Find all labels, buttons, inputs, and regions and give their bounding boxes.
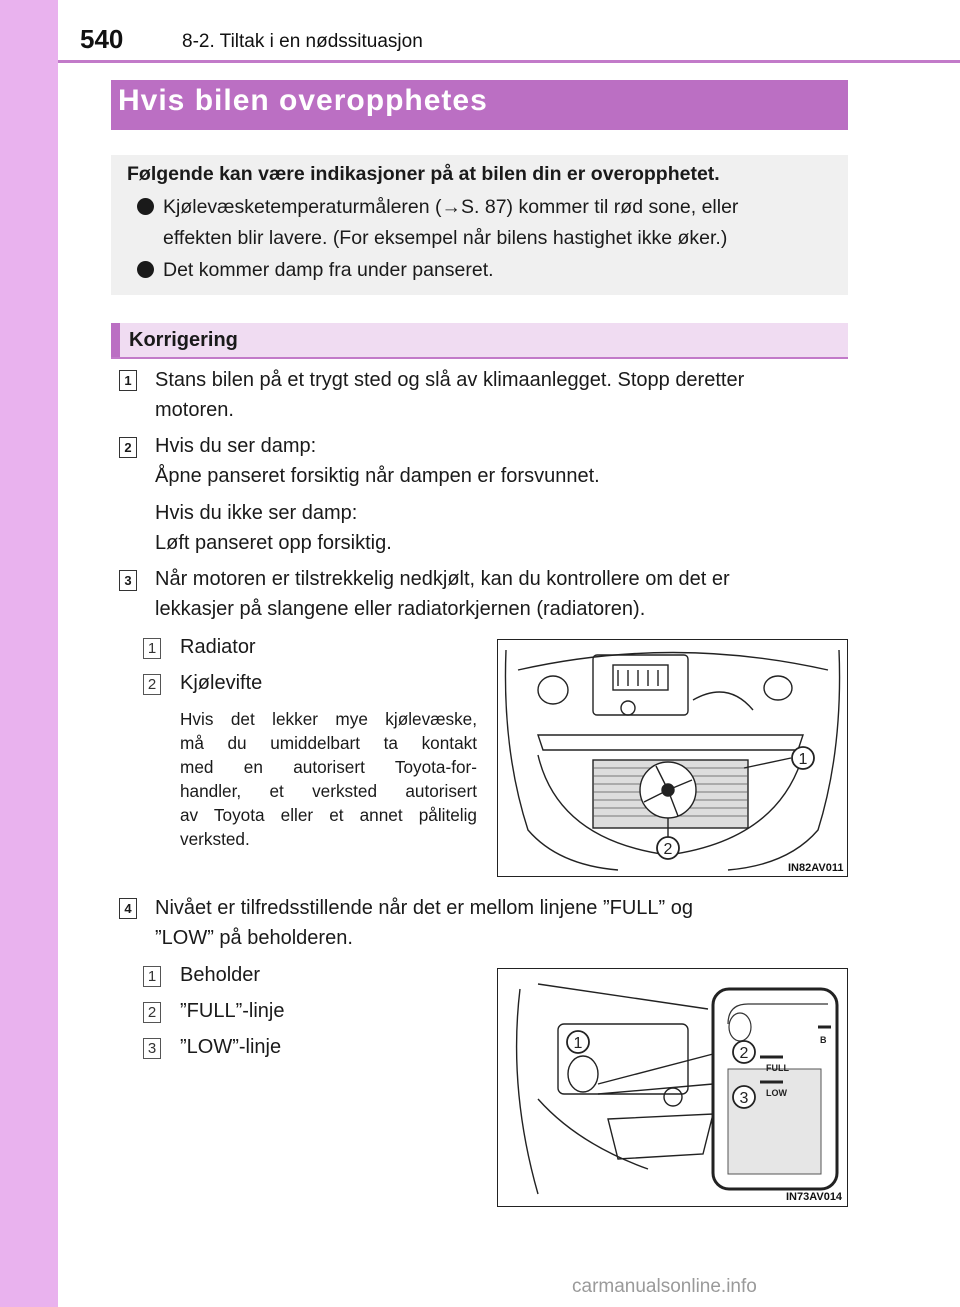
step-number: 1 <box>119 370 137 391</box>
callout-circle-label: 3 <box>739 1090 749 1107</box>
callout-label: ”FULL”-linje <box>180 1000 285 1022</box>
b-mark: B <box>820 1035 827 1045</box>
step-2-line: Hvis du ser damp: <box>155 435 317 457</box>
full-mark: FULL <box>766 1063 789 1073</box>
section-title: 8-2. Tiltak i en nødssituasjon <box>182 31 423 52</box>
callout-number: 1 <box>143 638 161 659</box>
note-line: må du umiddelbart ta kontakt <box>180 733 477 753</box>
callout-label: Radiator <box>180 636 256 658</box>
note-line: av Toyota eller et annet pålitelig <box>180 805 477 825</box>
bullet-icon <box>137 261 154 278</box>
callout-circle-2 <box>657 837 679 859</box>
reservoir-figure <box>497 968 848 1207</box>
callout-number: 1 <box>143 966 161 987</box>
callout-circle-1 <box>567 1031 589 1053</box>
bullet-line: Kjølevæsketemperaturmåleren (→S. 87) kommer til rød sone, eller <box>163 196 739 218</box>
note-line: Hvis det lekker mye kjølevæske, <box>180 709 477 729</box>
step-3-line: lekkasjer på slangene eller radiatorkjernen (radiatoren). <box>155 598 646 620</box>
step-4-line: ”LOW” på beholderen. <box>155 927 353 949</box>
callout-circle-1 <box>792 747 814 769</box>
step-4-line: Nivået er tilfredsstillende når det er mellom linjene ”FULL” og <box>155 897 694 919</box>
engine-bay-illustration <box>498 640 847 876</box>
callout-circle-label: 1 <box>798 751 808 768</box>
info-lead: Følgende kan være indikasjoner på at bilen din er overopphetet. <box>127 163 720 185</box>
engine-bay-figure <box>497 639 848 877</box>
step-2-line: Løft panseret opp forsiktig. <box>155 532 392 554</box>
figure-code: IN73AV014 <box>786 1191 843 1203</box>
note-line: med en autorisert Toyota-for- <box>180 757 477 777</box>
callout-label: Kjølevifte <box>180 672 263 694</box>
page-number: 540 <box>80 24 124 54</box>
figure-code: IN82AV011 <box>788 862 844 874</box>
note-line: handler, et verksted autorisert <box>180 781 477 801</box>
page-title: Hvis bilen overopphetes <box>118 84 488 117</box>
step-2-line: Hvis du ikke ser damp: <box>155 502 358 524</box>
callout-label: ”LOW”-linje <box>180 1036 282 1058</box>
warning-note <box>180 707 477 851</box>
step-3-line: Når motoren er tilstrekkelig nedkjølt, kan du kontrollere om det er <box>155 568 730 590</box>
bullet-line: effekten blir lavere. (For eksempel når bilens hastighet ikke øker.) <box>163 227 728 249</box>
callout-circle-label: 1 <box>573 1035 583 1052</box>
bullet-line: Det kommer damp fra under panseret. <box>163 259 494 281</box>
info-bullet <box>137 255 837 286</box>
step-number: 4 <box>119 898 137 919</box>
watermark: carmanualsonline.info <box>572 1276 757 1297</box>
callout-circle-3 <box>733 1086 755 1108</box>
step-1-line: motoren. <box>155 399 234 421</box>
info-bullet <box>137 192 837 254</box>
page-sidebar-tab <box>0 0 58 1307</box>
step-2-line: Åpne panseret forsiktig når dampen er forsvunnet. <box>155 465 600 487</box>
subheading-korrigering: Korrigering <box>129 329 238 351</box>
low-mark: LOW <box>766 1088 787 1098</box>
callout-circle-label: 2 <box>663 841 673 858</box>
callout-number: 2 <box>143 674 161 695</box>
header-divider <box>58 60 960 63</box>
callout-number: 2 <box>143 1002 161 1023</box>
step-number: 3 <box>119 570 137 591</box>
callout-circle-2 <box>733 1041 755 1063</box>
bullet-icon <box>137 198 154 215</box>
reservoir-illustration <box>498 969 847 1206</box>
step-1-line: Stans bilen på et trygt sted og slå av klimaanlegget. Stopp deretter <box>155 369 745 391</box>
step-number: 2 <box>119 437 137 458</box>
subheading-accent <box>111 323 120 357</box>
note-line: verksted. <box>180 829 250 849</box>
callout-label: Beholder <box>180 964 261 986</box>
callout-circle-label: 2 <box>739 1045 749 1062</box>
callout-number: 3 <box>143 1038 161 1059</box>
